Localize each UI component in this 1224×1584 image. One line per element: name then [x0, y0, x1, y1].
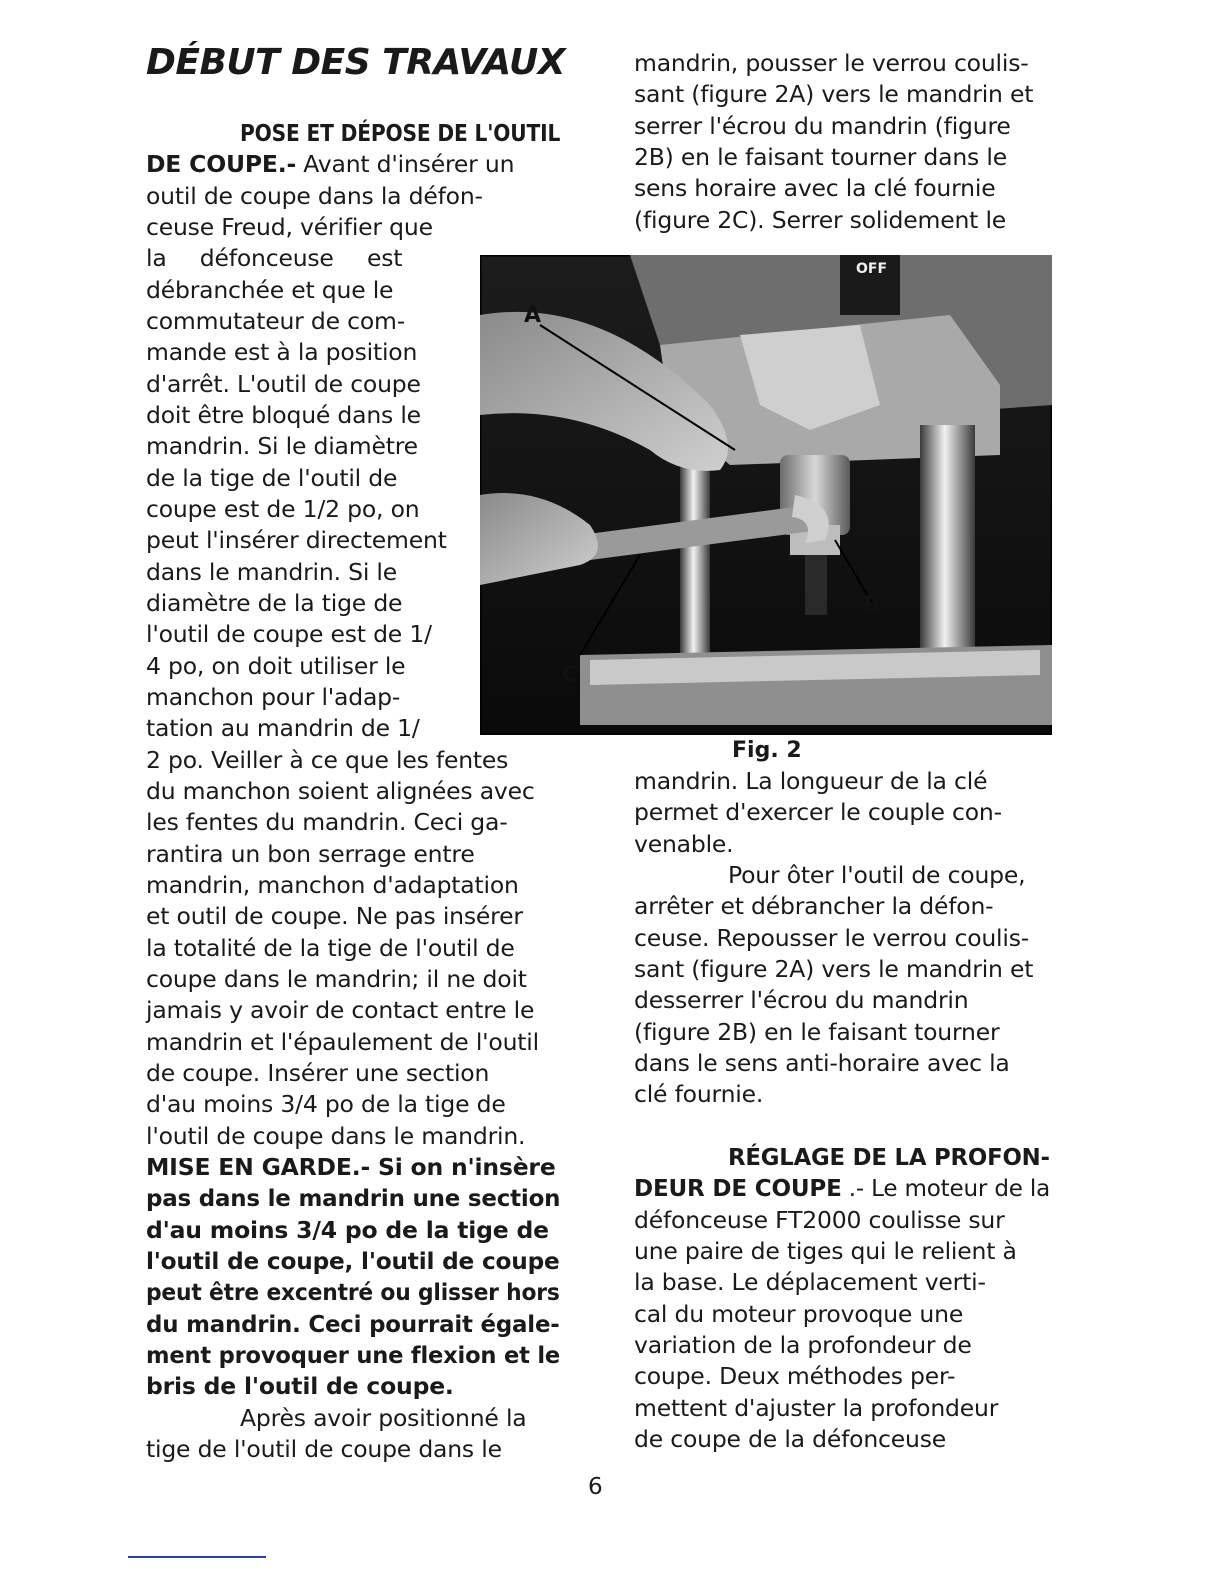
- section-heading-pose: POSE ET DÉPOSE DE L'OUTIL: [240, 119, 561, 147]
- text-line: défonceuse FT2000 coulisse sur: [634, 1206, 1005, 1234]
- text-line: ceuse. Repousser le verrou coulis-: [634, 924, 1030, 952]
- text-line: l'outil de coupe est de 1/: [146, 620, 432, 648]
- text-line: sens horaire avec la clé fournie: [634, 174, 996, 202]
- warning-line: d'au moins 3/4 po de la tige de: [146, 1216, 549, 1244]
- text-line: d'au moins 3/4 po de la tige de: [146, 1090, 506, 1118]
- text-line: rantira un bon serrage entre: [146, 840, 475, 868]
- lead-in-de-coupe: DE COUPE.-: [146, 150, 297, 178]
- text-line: tation au mandrin de 1/: [146, 714, 420, 742]
- warning-line: MISE EN GARDE.- Si on n'insère: [146, 1153, 556, 1181]
- text-line: ceuse Freud, vérifier que: [146, 213, 433, 241]
- text-line: coupe dans le mandrin; il ne doit: [146, 965, 527, 993]
- text-line: 4 po, on doit utiliser le: [146, 652, 406, 680]
- warning-line: du mandrin. Ceci pourrait égale-: [146, 1310, 560, 1338]
- text-line: la défonceuse est: [146, 244, 403, 272]
- text-line: variation de la profondeur de: [634, 1331, 972, 1359]
- text-line: mandrin et l'épaulement de l'outil: [146, 1028, 539, 1056]
- text-line: diamètre de la tige de: [146, 589, 403, 617]
- text-line: débranchée et que le: [146, 276, 394, 304]
- text-line: la totalité de la tige de l'outil de: [146, 934, 515, 962]
- text-line: commutateur de com-: [146, 307, 406, 335]
- text-line: mandrin. Si le diamètre: [146, 432, 418, 460]
- text-line: serrer l'écrou du mandrin (figure: [634, 112, 1011, 140]
- text-line: DE COUPE.- Avant d'insérer un: [146, 150, 515, 178]
- text-line: de coupe. Insérer une section: [146, 1059, 490, 1087]
- text-line: Pour ôter l'outil de coupe,: [728, 861, 1026, 889]
- text-line: manchon pour l'adap-: [146, 683, 401, 711]
- text-line: Après avoir positionné la: [240, 1404, 527, 1432]
- text-line: outil de coupe dans la défon-: [146, 182, 483, 210]
- figure-label-c: C: [562, 663, 579, 688]
- text-line: peut l'insérer directement: [146, 526, 447, 554]
- text-line: mande est à la position: [146, 338, 418, 366]
- text-line: coupe est de 1/2 po, on: [146, 495, 420, 523]
- text-line: cal du moteur provoque une: [634, 1300, 964, 1328]
- warning-line: ment provoquer une flexion et le: [146, 1341, 561, 1369]
- text-line: (figure 2C). Serrer solidement le: [634, 206, 1007, 234]
- text-line: de coupe de la défonceuse: [634, 1425, 947, 1453]
- figure-label-a: A: [524, 303, 542, 328]
- page-title: DÉBUT DES TRAVAUX: [146, 42, 566, 83]
- warning-line: pas dans le mandrin une section: [146, 1184, 561, 1212]
- text-line: DEUR DE COUPE .- Le moteur de la: [634, 1174, 1051, 1202]
- text-line: jamais y avoir de contact entre le: [146, 996, 535, 1024]
- text-line: desserrer l'écrou du mandrin: [634, 986, 969, 1014]
- text-line: mandrin, manchon d'adaptation: [146, 871, 519, 899]
- text-line: l'outil de coupe dans le mandrin.: [146, 1122, 526, 1150]
- text-line: et outil de coupe. Ne pas insérer: [146, 902, 523, 930]
- text-line: (figure 2B) en le faisant tourner: [634, 1018, 1000, 1046]
- text-line: une paire de tiges qui le relient à: [634, 1237, 1017, 1265]
- text-line: 2 po. Veiller à ce que les fentes: [146, 746, 509, 774]
- text-line: mandrin, pousser le verrou coulis-: [634, 49, 1029, 77]
- warning-line: bris de l'outil de coupe.: [146, 1372, 454, 1400]
- page-number: 6: [588, 1474, 603, 1500]
- text-line: clé fournie.: [634, 1080, 764, 1108]
- text-line: venable.: [634, 830, 734, 858]
- footnote-rule: [128, 1556, 266, 1558]
- text-line: doit être bloqué dans le: [146, 401, 421, 429]
- warning-line: l'outil de coupe, l'outil de coupe: [146, 1247, 560, 1275]
- figure-caption: Fig. 2: [732, 738, 802, 763]
- text-line: d'arrêt. L'outil de coupe: [146, 370, 421, 398]
- text-line: tige de l'outil de coupe dans le: [146, 1435, 502, 1463]
- warning-line: peut être excentré ou glisser hors: [146, 1278, 560, 1306]
- section-heading-reglage: RÉGLAGE DE LA PROFON-: [728, 1143, 1050, 1171]
- text-line: de la tige de l'outil de: [146, 464, 398, 492]
- text-line: dans le sens anti-horaire avec la: [634, 1049, 1010, 1077]
- text-line: les fentes du mandrin. Ceci ga-: [146, 808, 508, 836]
- text-line: du manchon soient alignées avec: [146, 777, 535, 805]
- figure-2-photo: [480, 255, 1052, 735]
- text-line: arrêter et débrancher la défon-: [634, 892, 994, 920]
- text-line: permet d'exercer le couple con-: [634, 798, 1002, 826]
- text-line: coupe. Deux méthodes per-: [634, 1362, 956, 1390]
- text-line: mettent d'ajuster la profondeur: [634, 1394, 999, 1422]
- switch-label: OFF: [856, 261, 888, 277]
- text-line: sant (figure 2A) vers le mandrin et: [634, 80, 1034, 108]
- lead-in-deur-de-coupe: DEUR DE COUPE: [634, 1174, 842, 1202]
- text-line: dans le mandrin. Si le: [146, 558, 398, 586]
- text-line: la base. Le déplacement verti-: [634, 1268, 986, 1296]
- figure-label-b: B: [864, 593, 881, 618]
- text-line: 2B) en le faisant tourner dans le: [634, 143, 1007, 171]
- text-line: mandrin. La longueur de la clé: [634, 767, 988, 795]
- text-line: sant (figure 2A) vers le mandrin et: [634, 955, 1034, 983]
